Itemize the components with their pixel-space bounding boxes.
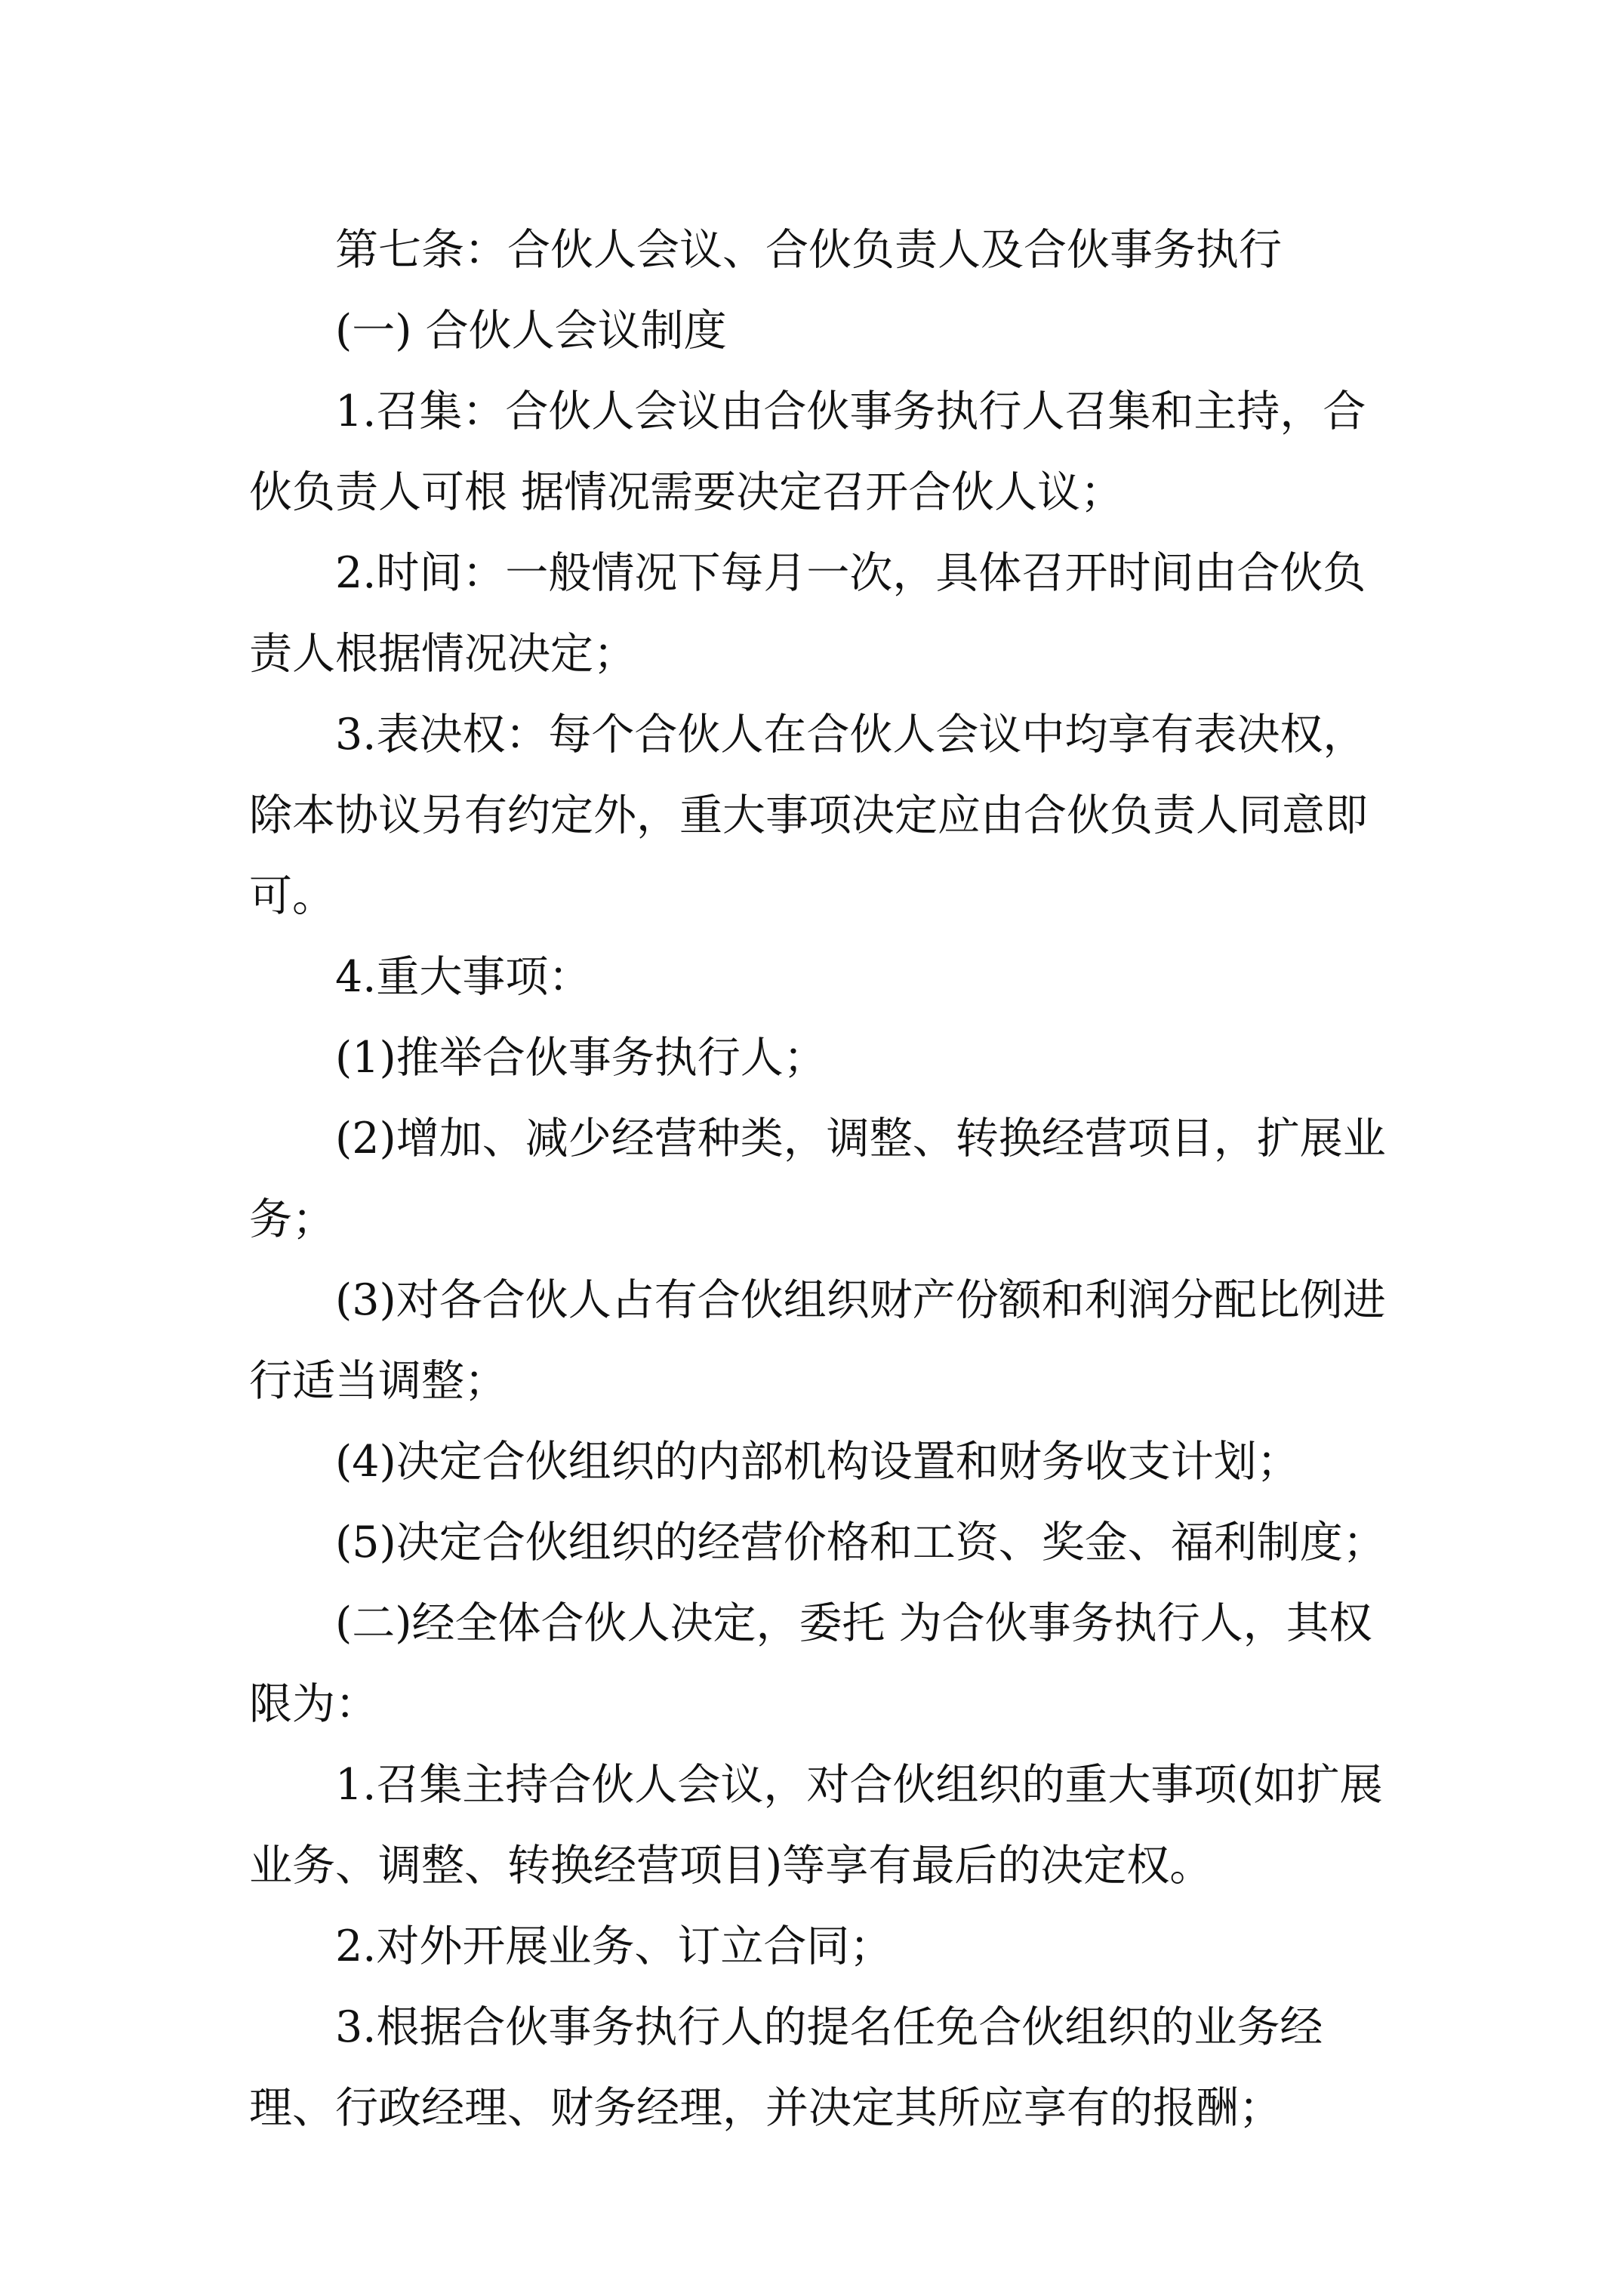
major-matter-item-2: (2)增加、减少经营种类，调整、转换经营项目，扩展业务； [249, 1114, 1386, 1244]
clause-voting-right: 3.表决权：每个合伙人在合伙人会议中均享有表决权，除本协议另有约定外，重大事项决定应由合伙负责人同意即可。 [249, 710, 1368, 921]
major-matter-item-5: (5)决定合伙组织的经营价格和工资、奖金、福利制度； [335, 1518, 1386, 1567]
major-matter-item-1: (1)推举合伙事务执行人； [335, 1033, 827, 1083]
section-heading-executor: (二)经全体合伙人决定，委托 为合伙事务执行人，其权限为： [249, 1598, 1372, 1729]
clause-time: 2.时间：一般情况下每月一次，具体召开时间由合伙负责人根据情况决定； [249, 548, 1366, 679]
clause-convening: 1.召集：合伙人会议由合伙事务执行人召集和主持，合伙负责人可根 据情况需要决定召开合伙人议； [249, 387, 1366, 517]
clause-major-matters: 4.重大事项： [335, 952, 592, 1002]
article-heading: 第七条：合伙人会议、合伙负责人及合伙事务执行 [335, 225, 1282, 275]
major-matter-item-4: (4)决定合伙组织的内部机构设置和财务收支计划； [335, 1437, 1300, 1487]
document-body [249, 210, 1397, 2149]
executor-power-2: 2.对外开展业务、订立合同； [335, 1922, 893, 1971]
executor-power-1: 1.召集主持合伙人会议，对合伙组织的重大事项(如扩展业务、调整、转换经营项目)等享有最后的决定权。 [249, 1760, 1383, 1891]
major-matter-item-3: (3)对各合伙人占有合伙组织财产份额和利润分配比例进行适当调整； [249, 1275, 1386, 1406]
executor-power-3: 3.根据合伙事务执行人的提名任免合伙组织的业务经理、行政经理、财务经理，并决定其所应享有的报酬； [249, 2002, 1323, 2133]
section-heading-meeting-system: (一) 合伙人会议制度 [335, 306, 727, 356]
